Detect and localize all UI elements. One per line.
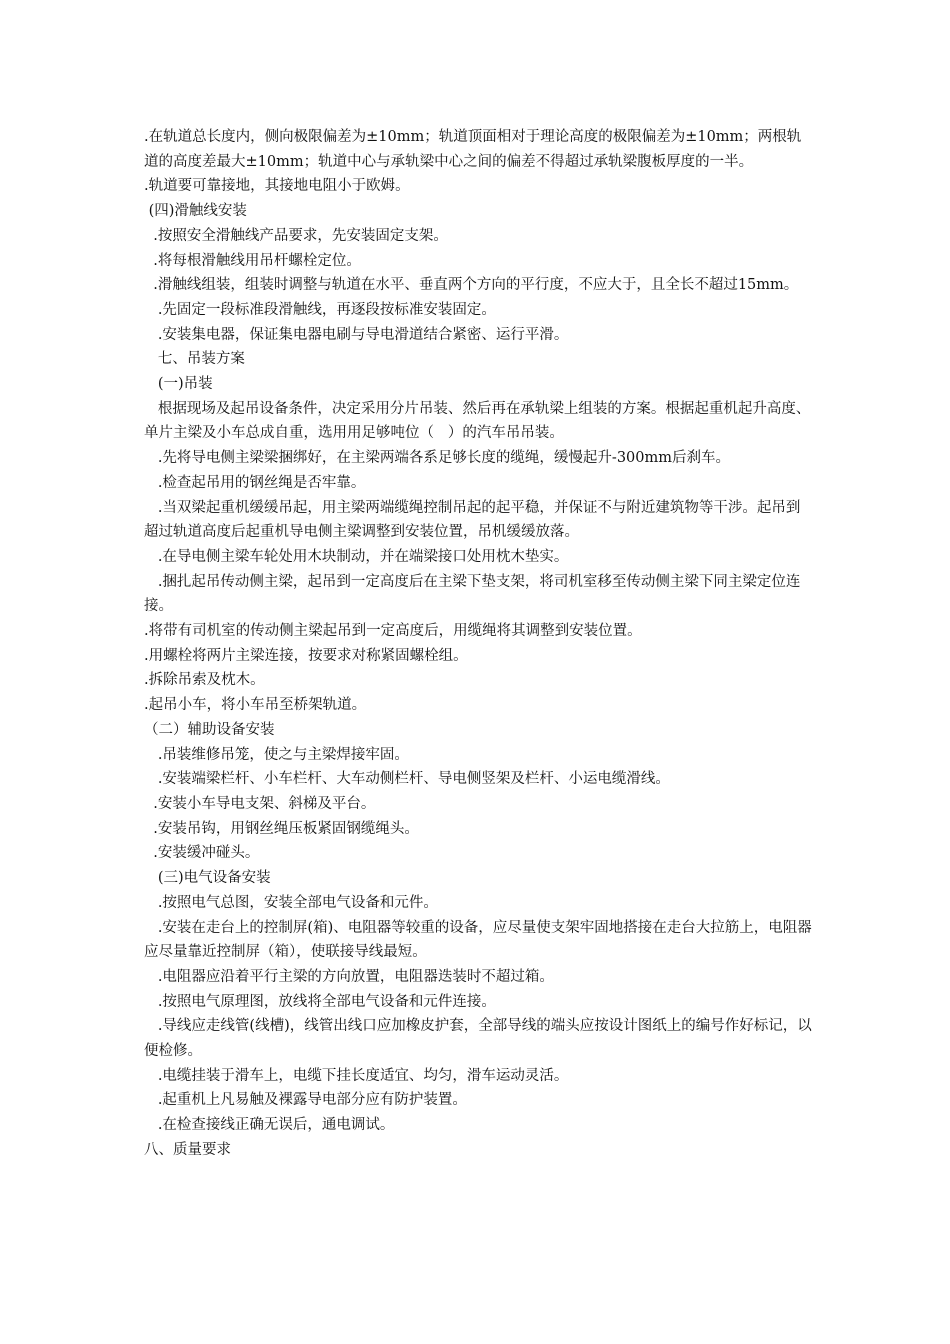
paragraph: .安装缓冲碰头。 [144,845,260,862]
paragraph: .电阻器应沿着平行主梁的方向放置，电阻器迭装时不超过箱。 [144,968,554,985]
paragraph: .轨道要可靠接地，其接地电阻小于欧姆。 [144,178,410,195]
paragraph: .检查起吊用的钢丝绳是否牢靠。 [144,474,366,491]
paragraph: .滑触线组装，组装时调整与轨道在水平、垂直两个方向的平行度，不应大于，且全长不超过15mm。 [144,277,799,294]
paragraph: (三)电气设备安装 [144,870,271,887]
paragraph: .拆除吊索及枕木。 [144,672,265,689]
paragraph: .在轨道总长度内，侧向极限偏差为±10mm；轨道顶面相对于理论高度的极限偏差为±10mm；两根轨道的高度差最大±10mm；轨道中心与承轨梁中心之间的偏差不得超过承轨梁腹板厚度的一半。 [144,129,802,170]
paragraph: .将带有司机室的传动侧主梁起吊到一定高度后，用缆绳将其调整到安装位置。 [144,623,642,640]
paragraph: 八、质量要求 [144,1141,231,1158]
paragraph: .先固定一段标准段滑触线，再逐段按标准安装固定。 [144,301,496,318]
paragraph: .安装吊钩，用钢丝绳压板紧固钢缆绳头。 [144,820,419,837]
paragraph: .当双梁起重机缓缓吊起，用主梁两端缆绳控制吊起的起平稳，并保证不与附近建筑物等干涉。起吊到超过轨道高度后起重机导电侧主梁调整到安装位置，吊机缓缓放落。 [144,499,801,541]
paragraph: .在检查接线正确无误后，通电调试。 [144,1117,395,1134]
paragraph: .安装集电器，保证集电器电刷与导电滑道结合紧密、运行平滑。 [144,326,569,343]
paragraph: .吊装维修吊笼，使之与主梁焊接牢固。 [144,746,409,763]
paragraph: .先将导电侧主梁梁捆绑好，在主梁两端各系足够长度的缆绳，缓慢起升-300mm后刹车。 [144,450,731,467]
paragraph: .安装在走台上的控制屏(箱)、电阻器等较重的设备，应尽量使支架牢固地搭接在走台大拉筋上，电阻器应尽量靠近控制屏（箱），使联接导线最短。 [144,919,812,961]
paragraph: (一)吊装 [144,376,213,393]
paragraph: 七、吊装方案 [144,351,245,368]
paragraph: (四)滑触线安装 [144,203,247,220]
paragraph: .起吊小车，将小车吊至桥架轨道。 [144,697,367,714]
paragraph: .按照安全滑触线产品要求，先安装固定支架。 [144,227,448,244]
paragraph: .电缆挂装于滑车上，电缆下挂长度适宜、均匀，滑车运动灵活。 [144,1067,569,1084]
paragraph: .在导电侧主梁车轮处用木块制动，并在端梁接口处用枕木垫实。 [144,548,569,565]
paragraph: .按照电气原理图，放线将全部电气设备和元件连接。 [144,993,496,1010]
paragraph: .导线应走线管(线槽)，线管出线口应加橡皮护套，全部导线的端头应按设计图纸上的编号作好标记，以便检修。 [144,1018,812,1060]
paragraph: .安装端梁栏杆、小车栏杆、大车动侧栏杆、导电侧竖架及栏杆、小运电缆滑线。 [144,771,670,788]
paragraph: .安装小车导电支架、斜梯及平台。 [144,795,376,812]
document-body [144,125,812,1163]
paragraph: .捆扎起吊传动侧主梁，起吊到一定高度后在主梁下垫支架，将司机室移至传动侧主梁下同主梁定位连接。 [144,573,801,615]
paragraph: .起重机上凡易触及裸露导电部分应有防护装置。 [144,1092,467,1109]
paragraph: 根据现场及起吊设备条件，决定采用分片吊装、然后再在承轨梁上组装的方案。根据起重机起升高度、单片主梁及小车总成自重，选用用足够吨位（ ）的汽车吊吊装。 [144,400,811,442]
paragraph: .按照电气总图，安装全部电气设备和元件。 [144,894,438,911]
paragraph: .将每根滑触线用吊杆螺栓定位。 [144,252,361,269]
paragraph: .用螺栓将两片主梁连接，按要求对称紧固螺栓组。 [144,647,468,664]
paragraph: （二）辅助设备安装 [144,721,275,738]
